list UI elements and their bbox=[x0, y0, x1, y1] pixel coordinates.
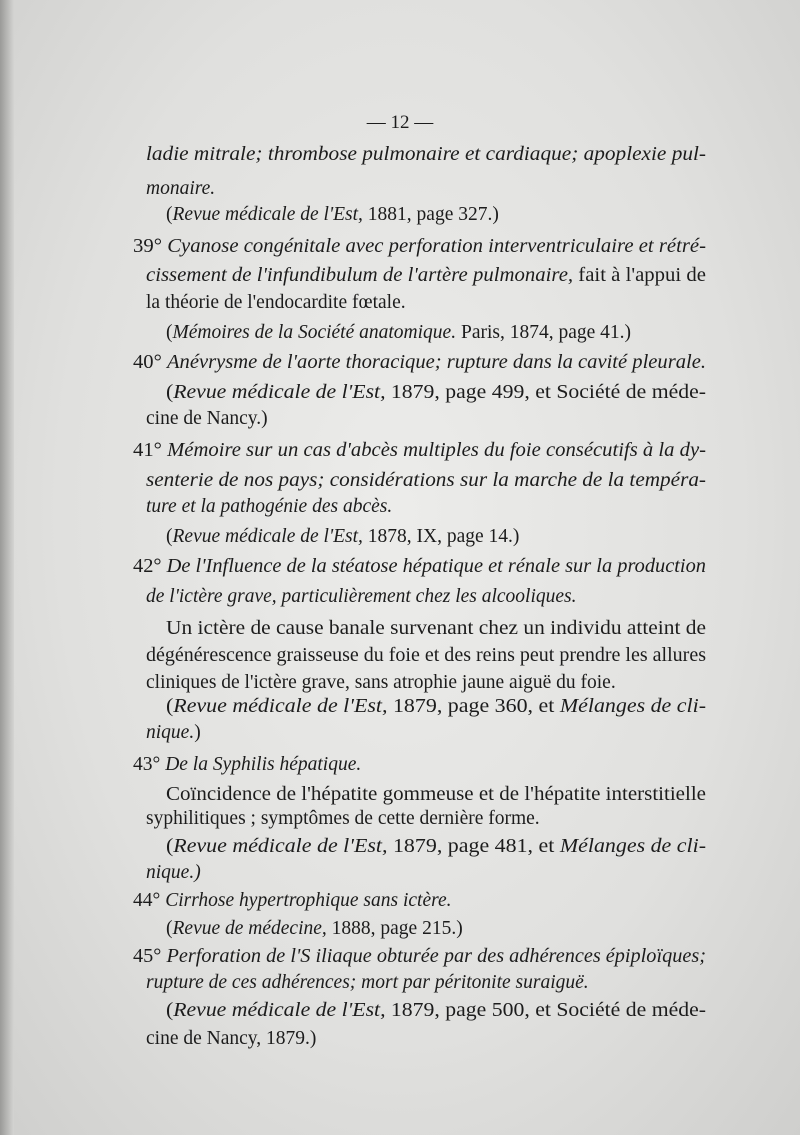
text-line bbox=[146, 860, 201, 886]
roman-text: 42° bbox=[133, 556, 167, 577]
roman-text: ( bbox=[166, 204, 173, 225]
roman-text: ( bbox=[166, 382, 174, 403]
roman-text: cine de Nancy.) bbox=[146, 408, 268, 429]
italic-text: Revue de médecine, bbox=[172, 918, 327, 939]
roman-text: ( bbox=[166, 696, 174, 717]
italic-text: De la Syphilis hépatique. bbox=[165, 754, 362, 775]
roman-text: ( bbox=[166, 322, 173, 343]
text-line bbox=[166, 320, 631, 346]
roman-text: ( bbox=[166, 918, 173, 939]
roman-text: cine de Nancy, 1879.) bbox=[146, 1028, 317, 1049]
roman-text: 44° bbox=[133, 890, 166, 911]
text-line bbox=[146, 494, 392, 520]
roman-text: Coïncidence de l'hépatite gommeuse et de l'hépatite interstitielle bbox=[166, 784, 706, 805]
italic-text: Revue médicale de l'Est, bbox=[172, 204, 363, 225]
roman-text: 1879, page 360, et bbox=[387, 696, 560, 717]
italic-text: Mélanges de cli- bbox=[559, 836, 706, 857]
text-line bbox=[146, 806, 540, 832]
roman-text: 39° bbox=[133, 236, 168, 257]
italic-text: Perforation de l'S iliaque obturée par des adhérences épiploïques; bbox=[166, 946, 707, 967]
italic-text: ladie mitrale; thrombose pulmonaire et cardiaque; apoplexie pul- bbox=[146, 144, 706, 165]
text-line bbox=[166, 524, 519, 550]
text-line bbox=[166, 380, 706, 406]
text-line bbox=[133, 554, 706, 580]
text-line bbox=[166, 834, 706, 860]
roman-text: ( bbox=[166, 526, 173, 547]
italic-text: Revue médicale de l'Est, bbox=[173, 1000, 386, 1021]
text-line bbox=[133, 438, 706, 464]
text-line bbox=[146, 176, 215, 202]
roman-text: 1888, page 215.) bbox=[326, 918, 463, 939]
text-line bbox=[166, 998, 706, 1024]
text-line bbox=[146, 670, 616, 696]
roman-text: 1878, IX, page 14.) bbox=[362, 526, 520, 547]
roman-text: ( bbox=[166, 1000, 174, 1021]
italic-text: nique. bbox=[146, 722, 195, 743]
text-line bbox=[133, 350, 706, 376]
roman-text: Paris, 1874, page 41.) bbox=[456, 322, 632, 343]
text-line bbox=[166, 916, 463, 942]
text-line bbox=[166, 782, 706, 808]
roman-text: dégénérescence graisseuse du foie et des reins peut prendre les allures bbox=[146, 645, 706, 666]
text-line bbox=[146, 584, 577, 610]
italic-text: Revue médicale de l'Est, bbox=[172, 526, 363, 547]
text-line bbox=[146, 643, 706, 669]
italic-text: cissement de l'infundibulum de l'artère pulmonaire, bbox=[146, 265, 574, 286]
italic-text: Mémoires de la Société anatomique. bbox=[172, 322, 457, 343]
text-line bbox=[133, 888, 452, 914]
roman-text: 41° bbox=[133, 440, 168, 461]
italic-text: Revue médicale de l'Est, bbox=[173, 696, 388, 717]
italic-text: Cyanose congénitale avec perforation interventriculaire et rétré- bbox=[167, 236, 707, 257]
roman-text: cliniques de l'ictère grave, sans atrophie jaune aiguë du foie. bbox=[146, 672, 616, 693]
text-line bbox=[133, 944, 706, 970]
italic-text: de l'ictère grave, particulièrement chez les alcooliques. bbox=[146, 586, 577, 607]
text-line bbox=[166, 616, 706, 642]
text-line bbox=[133, 752, 361, 778]
roman-text: 43° bbox=[133, 754, 166, 775]
italic-text: Mélanges de cli- bbox=[559, 696, 706, 717]
italic-text: ture et la pathogénie des abcès. bbox=[146, 496, 393, 517]
roman-text: 1881, page 327.) bbox=[362, 204, 499, 225]
italic-text: nique.) bbox=[146, 862, 201, 883]
italic-text: Anévrysme de l'aorte thoracique; rupture dans la cavité pleurale. bbox=[166, 352, 706, 373]
roman-text: fait à l'appui de bbox=[573, 265, 706, 286]
roman-text: 1879, page 481, et bbox=[387, 836, 560, 857]
italic-text: Cirrhose hypertrophique sans ictère. bbox=[165, 890, 452, 911]
text-line bbox=[146, 290, 406, 316]
italic-text: senterie de nos pays; considérations sur la marche de la tempéra- bbox=[146, 470, 706, 491]
text-line bbox=[166, 694, 706, 720]
italic-text: De l'Influence de la stéatose hépatique et rénale sur la production bbox=[166, 556, 706, 577]
roman-text: 40° bbox=[133, 352, 167, 373]
text-line bbox=[146, 468, 706, 494]
text-line bbox=[166, 202, 499, 228]
text-line bbox=[146, 720, 201, 746]
italic-text: Revue médicale de l'Est, bbox=[173, 836, 388, 857]
text-line bbox=[146, 263, 706, 289]
italic-text: Mémoire sur un cas d'abcès multiples du foie consécutifs à la dy- bbox=[167, 440, 706, 461]
text-line bbox=[146, 970, 589, 996]
roman-text: ( bbox=[166, 836, 174, 857]
text-line bbox=[133, 234, 706, 260]
text-line bbox=[146, 406, 268, 432]
roman-text: syphilitiques ; symptômes de cette dernière forme. bbox=[146, 808, 540, 829]
roman-text: 1879, page 499, et Société de méde- bbox=[385, 382, 706, 403]
roman-text: Un ictère de cause banale survenant chez un individu atteint de bbox=[166, 618, 706, 639]
roman-text: 1879, page 500, et Société de méde- bbox=[385, 1000, 706, 1021]
italic-text: rupture de ces adhérences; mort par péritonite suraiguë. bbox=[146, 972, 589, 993]
text-line bbox=[146, 1026, 316, 1052]
italic-text: monaire. bbox=[146, 178, 216, 199]
roman-text: ) bbox=[194, 722, 201, 743]
roman-text: 45° bbox=[133, 946, 167, 967]
italic-text: Revue médicale de l'Est, bbox=[173, 382, 386, 403]
page-edge-shadow bbox=[0, 0, 14, 1135]
text-line bbox=[146, 142, 706, 168]
roman-text: la théorie de l'endocardite fœtale. bbox=[146, 292, 406, 313]
page-number: — 12 — bbox=[366, 112, 434, 133]
